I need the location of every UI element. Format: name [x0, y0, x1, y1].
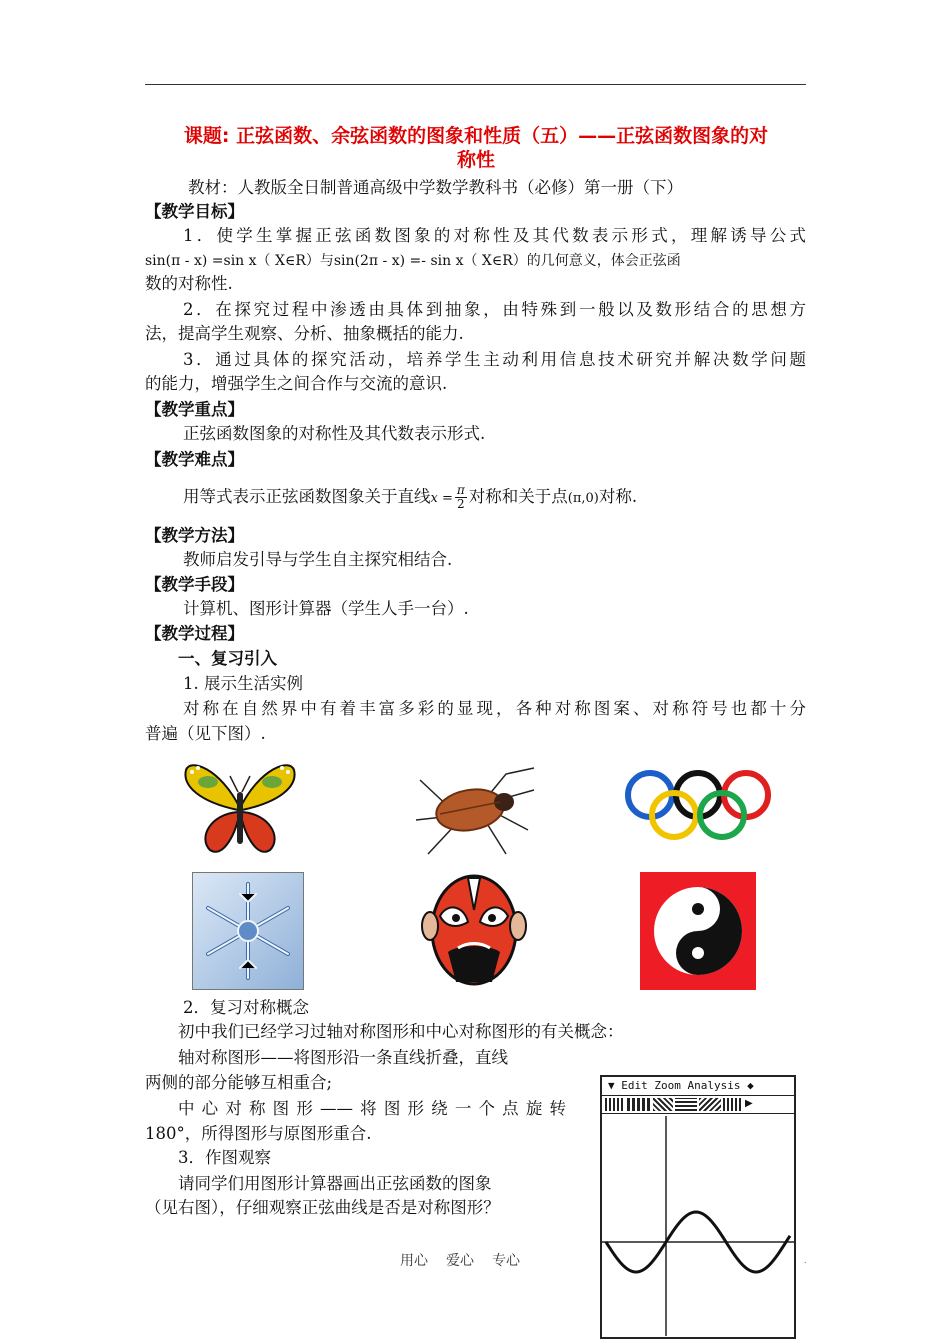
toolbar-icon-5: [699, 1098, 721, 1111]
keypoint-text: 正弦函数图象的对称性及其代数表示形式.: [183, 424, 486, 443]
para-4-b: 180°，所得图形与原图形重合.: [145, 1124, 372, 1143]
process-heading: 【教学过程】: [145, 624, 244, 643]
toolbar-icon-3: [653, 1098, 673, 1111]
section-1-heading: 一、复习引入: [178, 649, 277, 668]
calculator-screen: [600, 1075, 796, 1339]
difficulty-heading: 【教学难点】: [145, 450, 244, 469]
means-text: 计算机、图形计算器（学生人手一台）.: [183, 599, 469, 618]
item-3: 3．作图观察: [178, 1148, 271, 1167]
goals-heading: 【教学目标】: [145, 202, 244, 221]
para-1-b: 普遍（见下图）.: [145, 724, 266, 743]
para-3-b: 两侧的部分能够互相重合;: [145, 1073, 333, 1092]
goal-3-line-a: 3．通过具体的探究活动，培养学生主动利用信息技术研究并解决数学问题: [183, 350, 806, 369]
olympic-rings-image: [620, 765, 776, 845]
page-footer: 用心 爱心 专心: [400, 1253, 520, 1269]
goal-1-line-b: [145, 250, 807, 271]
goal-1-line-c: 数的对称性.: [145, 274, 233, 293]
para-5-b: （见右图），仔细观察正弦曲线是否是对称图形？: [145, 1198, 500, 1217]
item-2: 2．复习对称概念: [183, 998, 309, 1017]
snowflake-image: [192, 872, 304, 990]
toolbar-arrow-icon: ▶: [745, 1098, 753, 1109]
calculator-menu: Edit Zoom Analysis: [621, 1079, 741, 1092]
para-3-a: 轴对称图形——将图形沿一条直线折叠，直线: [178, 1048, 508, 1067]
textbook-line: 教材：人教版全日制普通高级中学数学教科书（必修）第一册（下）: [188, 178, 683, 197]
calculator-menu-bar: [602, 1077, 794, 1096]
toolbar-icon-4: [675, 1098, 697, 1111]
goal-2-line-b: 法，提高学生观察、分析、抽象概括的能力.: [145, 324, 464, 343]
menu-arrow-icon: ▼: [608, 1079, 622, 1092]
toolbar-icon-6: [723, 1098, 743, 1111]
para-5-a: 请同学们用图形计算器画出正弦函数的图象: [178, 1174, 492, 1193]
pi-over-2: $\frac{\pi}{2}$: [456, 483, 465, 511]
keypoint-heading: 【教学重点】: [145, 400, 244, 419]
sine-graph: [602, 1116, 794, 1336]
toolbar-icon-2: [627, 1098, 651, 1111]
menu-diamond-icon: ◆: [740, 1079, 754, 1092]
header-rule: [145, 84, 806, 85]
opera-mask-image: [418, 870, 530, 990]
beetle-image: [410, 760, 540, 860]
formula-2: sin(2π - x) =- sin x（ X∈R）的几何意义，体会正弦函: [333, 253, 681, 269]
calculator-toolbar: [602, 1096, 794, 1114]
method-text: 教师启发引导与学生自主探究相结合.: [183, 550, 453, 569]
page-title: 课题: 正弦函数、余弦函数的图象和性质（五）——正弦函数图象的对 称性: [183, 125, 769, 171]
difficulty-text: 用等式表示正弦函数图象关于直线x = $\frac{\pi}{2}$ 对称和关于点(π,0)对称.: [183, 483, 638, 511]
para-4-a: 中心对称图形——将图形绕一个点旋转: [178, 1099, 566, 1118]
toolbar-icon-1: [605, 1098, 625, 1111]
formula-1: sin(π - x) =sin x（ X∈R）与: [145, 253, 334, 269]
item-1: 1. 展示生活实例: [183, 674, 303, 693]
goal-1-line-a: 1．使学生掌握正弦函数图象的对称性及其代数表示形式，理解诱导公式: [183, 226, 806, 245]
page-marker: .: [804, 1256, 807, 1265]
butterfly-image: [180, 758, 300, 860]
goal-3-line-b: 的能力，增强学生之间合作与交流的意识.: [145, 374, 448, 393]
para-1-a: 对称在自然界中有着丰富多彩的显现，各种对称图案、对称符号也都十分: [183, 699, 806, 718]
means-heading: 【教学手段】: [145, 575, 244, 594]
para-2: 初中我们已经学习过轴对称图形和中心对称图形的有关概念：: [178, 1022, 624, 1041]
goal-2-line-a: 2．在探究过程中渗透由具体到抽象，由特殊到一般以及数形结合的思想方: [183, 300, 806, 319]
yin-yang-image: [640, 872, 756, 990]
method-heading: 【教学方法】: [145, 526, 244, 545]
